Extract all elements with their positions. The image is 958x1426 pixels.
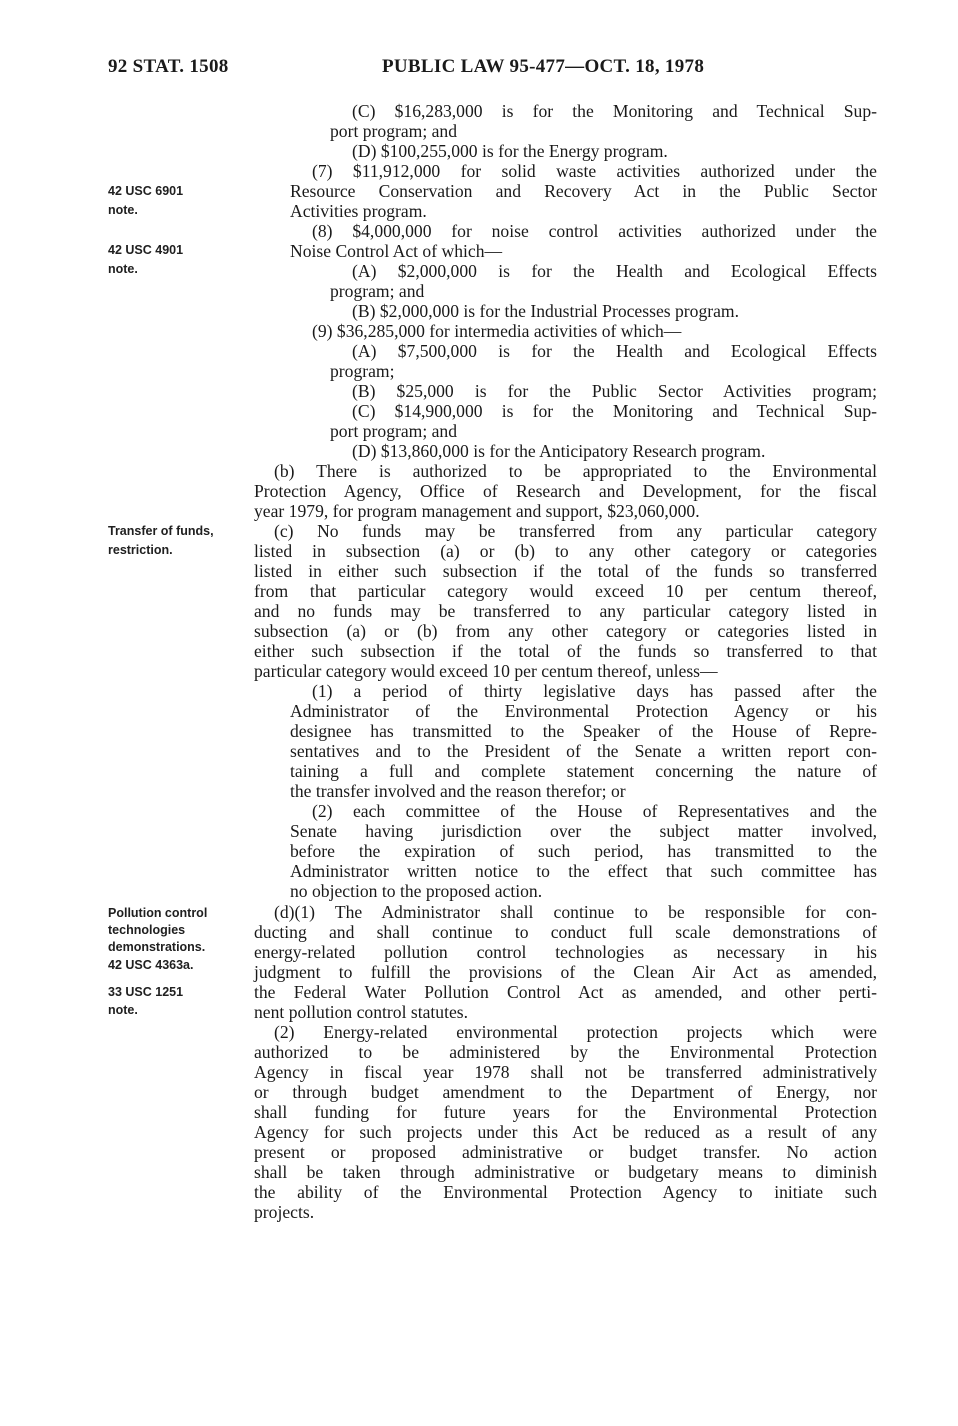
text-line: sentatives and to the President of the Senate a written report con- bbox=[290, 741, 877, 761]
text-line: (B) $25,000 is for the Public Sector Activities program; bbox=[352, 381, 877, 401]
text-line: authorized to be administered by the Environmental Protection bbox=[254, 1042, 877, 1062]
text-line: ducting and shall continue to conduct full scale demonstrations of bbox=[254, 922, 877, 942]
text-line: (2) each committee of the House of Representatives and the bbox=[312, 801, 877, 821]
text-line: (D) $13,860,000 is for the Anticipatory Research program. bbox=[352, 441, 766, 461]
text-line: and no funds may be transferred to any particular category listed in bbox=[254, 601, 877, 621]
text-line: from that particular category would exceed 10 per centum thereof, bbox=[254, 581, 877, 601]
margin-note: restriction. bbox=[108, 543, 173, 557]
text-line: or through budget amendment to the Department of Energy, nor bbox=[254, 1082, 877, 1102]
text-line: shall funding for future years for the Environmental Protection bbox=[254, 1102, 877, 1122]
text-line: designee has transmitted to the Speaker of the House of Repre- bbox=[290, 721, 877, 741]
margin-note: demonstrations. bbox=[108, 940, 206, 954]
margin-note: note. bbox=[108, 262, 138, 276]
text-line: Noise Control Act of which— bbox=[290, 241, 503, 261]
text-line: (7) $11,912,000 for solid waste activities authorized under the bbox=[312, 161, 877, 181]
text-line: (A) $2,000,000 is for the Health and Ecological Effects bbox=[352, 261, 877, 281]
text-line: (d)(1) The Administrator shall continue to be responsible for con- bbox=[274, 902, 877, 922]
text-line: year 1979, for program management and support, $23,060,000. bbox=[254, 501, 700, 521]
text-line: no objection to the proposed action. bbox=[290, 881, 543, 901]
margin-note: technologies bbox=[108, 923, 186, 937]
margin-note: note. bbox=[108, 1003, 138, 1017]
text-line: Activities program. bbox=[290, 201, 427, 221]
text-line: (1) a period of thirty legislative days has passed after the bbox=[312, 681, 877, 701]
margin-note: Transfer of funds, bbox=[108, 524, 214, 538]
text-line: Agency in fiscal year 1978 shall not be transferred administratively bbox=[254, 1062, 877, 1082]
text-line: Agency for such projects under this Act be reduced as a result of any bbox=[254, 1122, 877, 1142]
text-line: Administrator written notice to the effect that such committee has bbox=[290, 861, 877, 881]
text-line: port program; and bbox=[330, 121, 458, 141]
margin-note: 42 USC 4363a. bbox=[108, 958, 194, 972]
public-law-heading: PUBLIC LAW 95-477—OCT. 18, 1978 bbox=[382, 56, 705, 77]
text-line: (A) $7,500,000 is for the Health and Ecological Effects bbox=[352, 341, 877, 361]
text-line: (9) $36,285,000 for intermedia activities of which— bbox=[312, 321, 682, 341]
text-line: (B) $2,000,000 is for the Industrial Processes program. bbox=[352, 301, 739, 321]
text-line: program; bbox=[330, 361, 395, 381]
text-line: the ability of the Environmental Protection Agency to initiate such bbox=[254, 1182, 877, 1202]
stat-citation: 92 STAT. 1508 bbox=[108, 56, 229, 77]
text-line: particular category would exceed 10 per centum thereof, unless— bbox=[254, 661, 718, 681]
margin-note: 42 USC 4901 bbox=[108, 243, 184, 257]
text-line: taining a full and complete statement concerning the nature of bbox=[290, 761, 877, 781]
margin-note: note. bbox=[108, 203, 138, 217]
text-line: projects. bbox=[254, 1202, 315, 1222]
text-line: listed in either such subsection if the total of the funds so transferred bbox=[254, 561, 877, 581]
text-line: (2) Energy-related environmental protection projects which were bbox=[274, 1022, 877, 1042]
text-line: Administrator of the Environmental Protection Agency or his bbox=[290, 701, 877, 721]
text-line: (b) There is authorized to be appropriated to the Environmental bbox=[274, 461, 877, 481]
margin-note: 33 USC 1251 bbox=[108, 985, 184, 999]
text-line: the transfer involved and the reason therefor; or bbox=[290, 781, 626, 801]
text-line: (C) $14,900,000 is for the Monitoring and Technical Sup- bbox=[352, 401, 877, 421]
margin-note: Pollution control bbox=[108, 906, 208, 920]
text-line: (C) $16,283,000 is for the Monitoring and Technical Sup- bbox=[352, 101, 877, 121]
text-line: Protection Agency, Office of Research and Development, for the fiscal bbox=[254, 481, 877, 501]
margin-note: 42 USC 6901 bbox=[108, 184, 184, 198]
text-line: (8) $4,000,000 for noise control activities authorized under the bbox=[312, 221, 877, 241]
text-line: Senate having jurisdiction over the subject matter involved, bbox=[290, 821, 877, 841]
text-line: (D) $100,255,000 is for the Energy program. bbox=[352, 141, 668, 161]
text-line: either such subsection if the total of the funds so transferred to that bbox=[254, 641, 877, 661]
text-line: nent pollution control statutes. bbox=[254, 1002, 469, 1022]
text-line: present or proposed administrative or budget transfer. No action bbox=[254, 1142, 877, 1162]
text-line: subsection (a) or (b) from any other category or categories listed in bbox=[254, 621, 877, 641]
text-line: program; and bbox=[330, 281, 425, 301]
text-line: the Federal Water Pollution Control Act as amended, and other perti- bbox=[254, 982, 877, 1002]
text-line: port program; and bbox=[330, 421, 458, 441]
text-line: (c) No funds may be transferred from any particular category bbox=[274, 521, 877, 541]
text-line: before the expiration of such period, has transmitted to the bbox=[290, 841, 877, 861]
text-line: listed in subsection (a) or (b) to any other category or categories bbox=[254, 541, 877, 561]
text-line: energy-related pollution control technologies as necessary in his bbox=[254, 942, 877, 962]
text-line: judgment to fulfill the provisions of the Clean Air Act as amended, bbox=[254, 962, 877, 982]
text-line: Resource Conservation and Recovery Act in the Public Sector bbox=[290, 181, 877, 201]
text-line: shall be taken through administrative or budgetary means to diminish bbox=[254, 1162, 877, 1182]
